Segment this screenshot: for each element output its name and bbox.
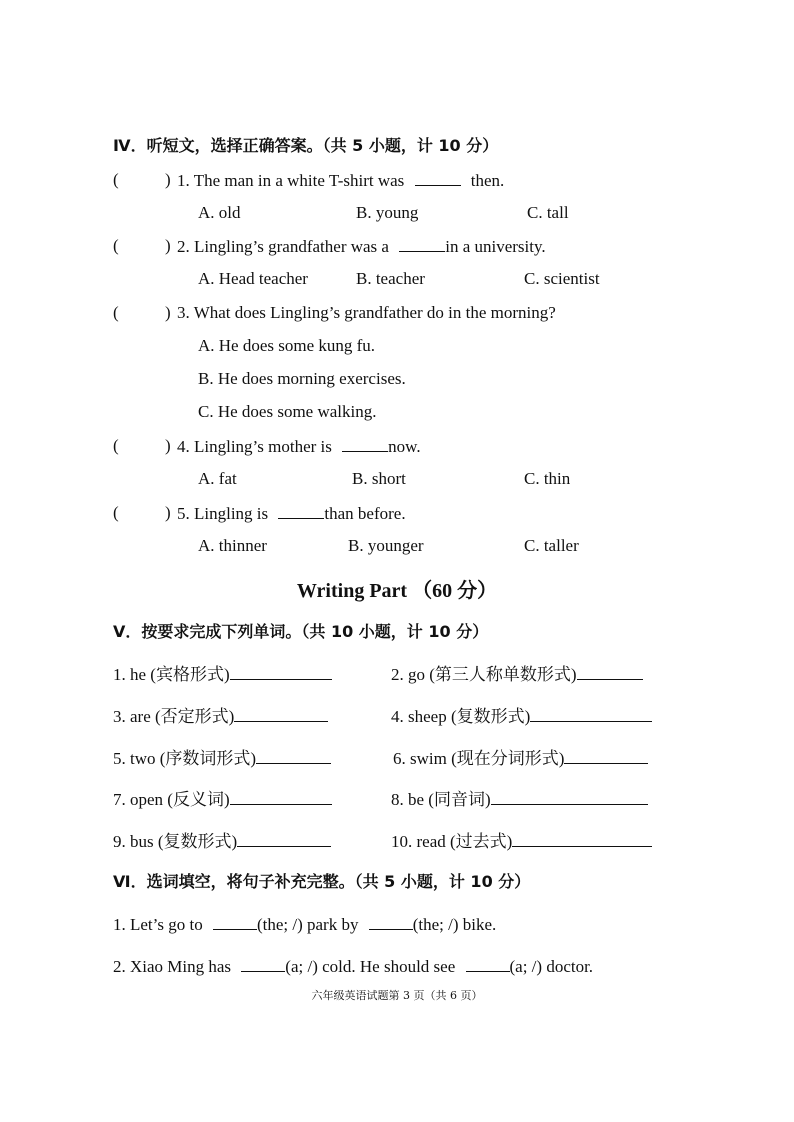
question-text: 5. Lingling is [177, 504, 269, 523]
question-3: 3. What does Lingling’s grandfather do in the morning? [177, 303, 556, 322]
item-label: 9. bus (复数形式) [113, 832, 238, 851]
item-label: 1. he (宾格形式) [113, 665, 230, 684]
answer-blank[interactable] [512, 831, 652, 847]
option-c: C. taller [524, 536, 579, 555]
word-item-6 [393, 748, 648, 769]
question-2 [177, 236, 546, 257]
option-a: A. He does some kung fu. [198, 336, 376, 355]
answer-blank[interactable] [564, 748, 648, 764]
option-b: B. He does morning exercises. [198, 369, 406, 388]
answer-blank[interactable] [234, 706, 328, 722]
section-6-heading: Ⅵ．选词填空，将句子补充完整。（共 5 小题，计 10 分） [113, 872, 531, 891]
item-label: 4. sheep (复数形式) [391, 707, 531, 726]
answer-blank[interactable] [466, 956, 510, 972]
word-item-9 [113, 831, 331, 852]
sentence-text: (a; /) doctor. [509, 957, 594, 976]
option-b: B. young [356, 203, 419, 222]
fill-sentence-1 [113, 914, 496, 935]
option-c: C. scientist [524, 269, 600, 288]
fill-sentence-2 [113, 956, 593, 977]
option-c: C. tall [527, 203, 569, 222]
answer-blank[interactable] [278, 503, 324, 519]
sentence-text: (the; /) park by [256, 915, 359, 934]
word-item-2 [391, 664, 643, 685]
option-a: A. fat [198, 469, 237, 488]
option-b: B. short [352, 469, 406, 488]
item-label: 7. open (反义词) [113, 790, 230, 809]
answer-paren-close: ) [165, 170, 171, 189]
answer-blank[interactable] [577, 664, 643, 680]
answer-paren-open: ( [113, 503, 119, 522]
answer-paren-close: ) [165, 503, 171, 522]
question-text-end: than before. [324, 504, 406, 523]
answer-blank[interactable] [415, 170, 461, 186]
sentence-text: (a; /) cold. He should see [285, 957, 456, 976]
page-footer: 六年级英语试题第 3 页（共 6 页） [311, 989, 483, 1002]
question-text: 2. Lingling’s grandfather was a [177, 237, 389, 256]
option-c: C. He does some walking. [198, 402, 377, 421]
item-label: 6. swim (现在分词形式) [393, 749, 565, 768]
question-text: 4. Lingling’s mother is [177, 437, 332, 456]
answer-blank[interactable] [342, 436, 388, 452]
answer-blank[interactable] [213, 914, 257, 930]
option-b: B. teacher [356, 269, 425, 288]
sentence-text: 2. Xiao Ming has [113, 957, 232, 976]
section-5-heading: Ⅴ．按要求完成下列单词。（共 10 小题，计 10 分） [113, 622, 489, 641]
answer-paren-open: ( [113, 236, 119, 255]
word-item-7 [113, 789, 332, 810]
word-item-3 [113, 706, 328, 727]
answer-paren-close: ) [165, 436, 171, 455]
item-label: 8. be (同音词) [391, 790, 491, 809]
item-label: 10. read (过去式) [391, 832, 513, 851]
answer-paren-open: ( [113, 303, 119, 322]
answer-paren-close: ) [165, 303, 171, 322]
word-item-1 [113, 664, 332, 685]
item-label: 5. two (序数词形式) [113, 749, 257, 768]
answer-paren-open: ( [113, 436, 119, 455]
question-text-end: in a university. [445, 237, 546, 256]
item-label: 3. are (否定形式) [113, 707, 235, 726]
answer-blank[interactable] [491, 789, 648, 805]
question-text: 1. The man in a white T-shirt was [177, 171, 405, 190]
option-a: A. old [198, 203, 241, 222]
answer-blank[interactable] [230, 664, 332, 680]
option-b: B. younger [348, 536, 424, 555]
answer-paren-close: ) [165, 236, 171, 255]
answer-blank[interactable] [237, 831, 331, 847]
answer-blank[interactable] [369, 914, 413, 930]
answer-blank[interactable] [241, 956, 285, 972]
answer-paren-open: ( [113, 170, 119, 189]
word-item-4 [391, 706, 652, 727]
question-1 [177, 170, 504, 191]
sentence-text: (the; /) bike. [412, 915, 497, 934]
option-c: C. thin [524, 469, 571, 488]
item-label: 2. go (第三人称单数形式) [391, 665, 577, 684]
option-a: A. Head teacher [198, 269, 308, 288]
word-item-10 [391, 831, 652, 852]
question-text-end: now. [388, 437, 421, 456]
question-5 [177, 503, 406, 524]
answer-blank[interactable] [230, 789, 332, 805]
answer-blank[interactable] [256, 748, 331, 764]
question-4 [177, 436, 421, 457]
answer-blank[interactable] [399, 236, 445, 252]
writing-part-title: Writing Part （60 分） [296, 580, 498, 602]
option-a: A. thinner [198, 536, 267, 555]
word-item-8 [391, 789, 648, 810]
sentence-text: 1. Let’s go to [113, 915, 203, 934]
question-text-end: then. [470, 171, 505, 190]
section-4-heading: Ⅳ．听短文，选择正确答案。（共 5 小题，计 10 分） [113, 136, 499, 155]
answer-blank[interactable] [530, 706, 652, 722]
word-item-5 [113, 748, 331, 769]
